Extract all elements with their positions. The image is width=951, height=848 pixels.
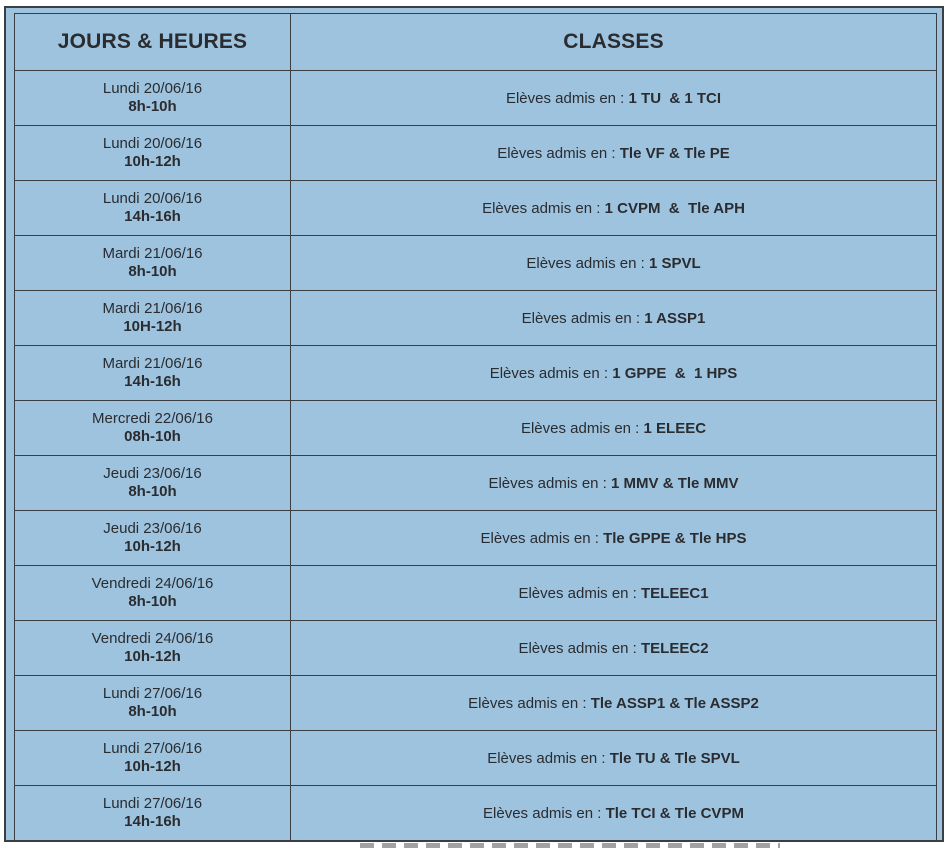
day-label: Lundi 20/06/16 bbox=[102, 135, 203, 152]
day-label: Lundi 27/06/16 bbox=[102, 740, 203, 757]
day-hours-cell bbox=[15, 621, 291, 676]
day-hours-cell bbox=[15, 786, 291, 841]
classes-prefix: Elèves admis en : bbox=[518, 584, 642, 602]
day-hours-cell bbox=[15, 71, 291, 126]
classes-prefix: Elèves admis en : bbox=[520, 419, 644, 437]
hours-label: 14h-16h bbox=[124, 208, 181, 225]
day-label: Lundi 27/06/16 bbox=[102, 795, 203, 812]
class-names: TELEEC1 bbox=[641, 584, 709, 602]
day-hours-cell bbox=[15, 346, 291, 401]
day-label: Lundi 27/06/16 bbox=[102, 685, 203, 702]
day-label: Lundi 20/06/16 bbox=[102, 190, 203, 207]
classes-cell bbox=[291, 621, 937, 676]
day-label: Jeudi 23/06/16 bbox=[103, 520, 202, 537]
class-names: Tle VF & Tle PE bbox=[619, 144, 730, 162]
class-names: 1 CVPM & Tle APH bbox=[604, 199, 745, 217]
day-hours-cell bbox=[15, 456, 291, 511]
class-names: 1 TU & 1 TCI bbox=[628, 89, 722, 107]
class-names: Tle GPPE & Tle HPS bbox=[603, 529, 747, 547]
day-hours-cell bbox=[15, 676, 291, 731]
header-days-hours: JOURS & HEURES bbox=[15, 14, 291, 71]
classes-prefix: Elèves admis en : bbox=[521, 309, 645, 327]
class-names: Tle TU & Tle SPVL bbox=[609, 749, 740, 767]
class-names: 1 ELEEC bbox=[643, 419, 707, 437]
hours-label: 10h-12h bbox=[124, 648, 181, 665]
classes-prefix: Elèves admis en : bbox=[480, 529, 604, 547]
classes-prefix: Elèves admis en : bbox=[487, 749, 610, 767]
classes-cell bbox=[291, 676, 937, 731]
day-hours-cell bbox=[15, 291, 291, 346]
classes-prefix: Elèves admis en : bbox=[526, 254, 649, 272]
class-names: 1 SPVL bbox=[648, 254, 701, 272]
classes-cell bbox=[291, 731, 937, 786]
day-label: Mercredi 22/06/16 bbox=[92, 410, 213, 427]
hours-label: 8h-10h bbox=[128, 263, 177, 280]
table-row bbox=[15, 511, 937, 566]
table-row bbox=[15, 71, 937, 126]
classes-prefix: Elèves admis en : bbox=[518, 639, 642, 657]
day-hours-cell bbox=[15, 236, 291, 291]
classes-prefix: Elèves admis en : bbox=[489, 364, 613, 382]
class-names: Tle ASSP1 & Tle ASSP2 bbox=[590, 694, 759, 712]
hours-label: 08h-10h bbox=[124, 428, 181, 445]
classes-cell bbox=[291, 511, 937, 566]
day-hours-cell bbox=[15, 731, 291, 786]
day-label: Mardi 21/06/16 bbox=[102, 300, 203, 317]
classes-cell bbox=[291, 401, 937, 456]
classes-prefix: Elèves admis en : bbox=[505, 89, 629, 107]
table-row bbox=[15, 291, 937, 346]
classes-cell bbox=[291, 71, 937, 126]
hours-label: 10H-12h bbox=[123, 318, 182, 335]
hours-label: 14h-16h bbox=[124, 373, 181, 390]
table-row bbox=[15, 346, 937, 401]
classes-cell bbox=[291, 566, 937, 621]
hours-label: 8h-10h bbox=[128, 703, 177, 720]
classes-cell bbox=[291, 346, 937, 401]
hours-label: 8h-10h bbox=[128, 98, 177, 115]
classes-cell bbox=[291, 456, 937, 511]
hours-label: 8h-10h bbox=[128, 483, 177, 500]
scan-artifact bbox=[360, 843, 780, 848]
table-row bbox=[15, 236, 937, 291]
class-names: 1 ASSP1 bbox=[644, 309, 706, 327]
table-row bbox=[15, 401, 937, 456]
class-names: 1 GPPE & 1 HPS bbox=[612, 364, 738, 382]
hours-label: 10h-12h bbox=[124, 538, 181, 555]
hours-label: 10h-12h bbox=[124, 153, 181, 170]
classes-cell bbox=[291, 236, 937, 291]
header-classes: CLASSES bbox=[291, 14, 937, 71]
classes-cell bbox=[291, 291, 937, 346]
day-hours-cell bbox=[15, 126, 291, 181]
day-hours-cell bbox=[15, 566, 291, 621]
classes-cell bbox=[291, 786, 937, 841]
classes-prefix: Elèves admis en : bbox=[482, 199, 605, 217]
day-label: Vendredi 24/06/16 bbox=[91, 630, 214, 647]
header-row bbox=[15, 14, 937, 71]
table-row bbox=[15, 566, 937, 621]
class-names: 1 MMV & Tle MMV bbox=[611, 474, 739, 492]
day-hours-cell bbox=[15, 511, 291, 566]
classes-cell bbox=[291, 126, 937, 181]
hours-label: 10h-12h bbox=[124, 758, 181, 775]
classes-prefix: Elèves admis en : bbox=[488, 474, 612, 492]
classes-prefix: Elèves admis en : bbox=[483, 804, 606, 822]
day-label: Lundi 20/06/16 bbox=[102, 80, 203, 97]
table-row bbox=[15, 126, 937, 181]
day-label: Vendredi 24/06/16 bbox=[91, 575, 214, 592]
classes-cell bbox=[291, 181, 937, 236]
class-names: TELEEC2 bbox=[641, 639, 709, 657]
schedule-sheet bbox=[4, 6, 944, 842]
day-hours-cell bbox=[15, 401, 291, 456]
day-hours-cell bbox=[15, 181, 291, 236]
schedule-table bbox=[14, 13, 937, 841]
hours-label: 14h-16h bbox=[124, 813, 181, 830]
hours-label: 8h-10h bbox=[128, 593, 177, 610]
class-names: Tle TCI & Tle CVPM bbox=[605, 804, 744, 822]
table-row bbox=[15, 786, 937, 841]
day-label: Jeudi 23/06/16 bbox=[103, 465, 202, 482]
classes-prefix: Elèves admis en : bbox=[468, 694, 591, 712]
table-row bbox=[15, 731, 937, 786]
table-row bbox=[15, 456, 937, 511]
schedule-rows bbox=[15, 71, 937, 841]
table-row bbox=[15, 676, 937, 731]
table-row bbox=[15, 181, 937, 236]
day-label: Mardi 21/06/16 bbox=[102, 355, 203, 372]
day-label: Mardi 21/06/16 bbox=[102, 245, 203, 262]
classes-prefix: Elèves admis en : bbox=[497, 144, 620, 162]
table-row bbox=[15, 621, 937, 676]
